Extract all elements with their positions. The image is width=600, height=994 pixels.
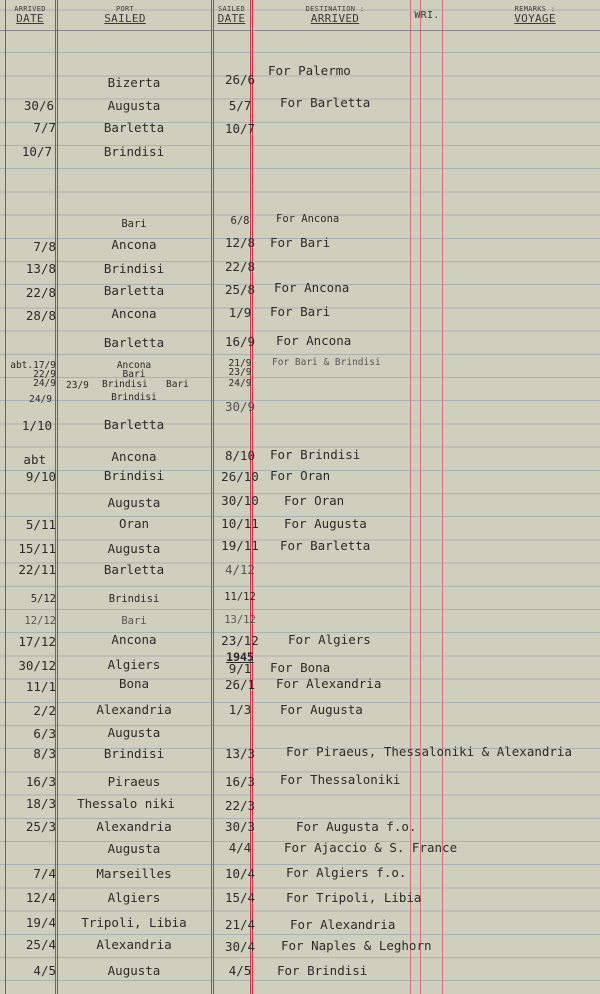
header-wri-label: WRI. bbox=[414, 10, 440, 21]
arrived-date-cell: 15/11 bbox=[18, 541, 56, 556]
sailed-date-cell: 22/8 bbox=[224, 259, 256, 274]
arrived-date-cell: 4/5 bbox=[33, 963, 56, 978]
header-port-small: PORT bbox=[115, 5, 135, 13]
sailed-date-cell: 26/6 bbox=[224, 72, 256, 87]
arrived-date-cell: 7/7 bbox=[33, 120, 56, 135]
header-arrived-big: DATE bbox=[16, 12, 44, 25]
port-cell: Ancona bbox=[111, 237, 157, 252]
destination-cell: For Bona bbox=[270, 660, 331, 675]
destination-cell: For Bari & Brindisi bbox=[272, 357, 381, 368]
port-cell: Brindisi bbox=[103, 746, 165, 761]
sailed-date-cell: 23/12 bbox=[221, 633, 259, 648]
port-cell: Barletta bbox=[103, 120, 165, 135]
arrived-date-cell: 13/8 bbox=[25, 261, 56, 276]
port-cell: Ancona bbox=[111, 449, 157, 464]
arrived-date-cell: 12/4 bbox=[25, 890, 56, 905]
port-cell: Marseilles bbox=[96, 866, 172, 881]
header-destination bbox=[300, 6, 370, 24]
destination-cell: For Augusta bbox=[284, 516, 367, 531]
overtyped-port: Bari bbox=[166, 379, 189, 390]
sailed-date-cell: 24/9 bbox=[228, 378, 252, 389]
header-sailed-big: DATE bbox=[217, 12, 246, 25]
arrived-date-cell: 30/6 bbox=[23, 98, 54, 113]
sailed-date-cell: 26/1 bbox=[224, 677, 256, 692]
destination-cell: For Alexandria bbox=[290, 917, 396, 932]
port-cell: Augusta bbox=[107, 98, 161, 113]
port-cell: Oran bbox=[118, 516, 150, 531]
port-cell: Augusta bbox=[107, 725, 161, 740]
destination-cell: For Ancona bbox=[276, 333, 352, 348]
port-cell: Barletta bbox=[103, 417, 165, 432]
port-cell: Bari bbox=[122, 369, 146, 380]
destination-cell: For Oran bbox=[284, 493, 345, 508]
port-cell: Augusta bbox=[107, 541, 161, 556]
arrived-date-cell: 25/3 bbox=[25, 819, 56, 834]
arrived-date-cell: 8/3 bbox=[33, 746, 56, 761]
destination-cell: For Bari bbox=[270, 304, 331, 319]
sailed-date-cell: 11/12 bbox=[224, 591, 256, 603]
arrived-date-cell: 9/10 bbox=[25, 469, 56, 484]
port-cell: Brindisi bbox=[103, 468, 165, 483]
arrived-date-cell: 1/10 bbox=[21, 418, 52, 433]
overtyped-date: 23/9 bbox=[66, 380, 89, 391]
destination-cell: For Naples & Leghorn bbox=[281, 938, 432, 953]
port-cell: Piraeus bbox=[107, 774, 161, 789]
port-cell: Thessalo niki bbox=[77, 796, 175, 811]
destination-cell: For Ancona bbox=[274, 280, 350, 295]
arrived-date-cell: 6/3 bbox=[33, 726, 56, 741]
sailed-date-cell: 1/9 bbox=[228, 305, 252, 320]
port-cell: Augusta bbox=[107, 495, 161, 510]
destination-cell: For Augusta f.o. bbox=[296, 819, 417, 834]
sailed-date-cell: 4/5 bbox=[228, 963, 252, 978]
arrived-date-cell: 30/12 bbox=[18, 658, 56, 673]
arrived-date-cell: 2/2 bbox=[33, 703, 56, 718]
arrived-date-cell: 24/9 bbox=[29, 394, 52, 405]
destination-cell: For Augusta bbox=[280, 702, 363, 717]
destination-cell: For Ancona bbox=[276, 213, 340, 225]
port-cell: Bari bbox=[121, 218, 147, 230]
arrived-date-cell: 11/1 bbox=[25, 679, 56, 694]
port-cell: Brindisi bbox=[111, 392, 157, 403]
port-cell: Ancona bbox=[111, 632, 157, 647]
destination-cell: For Brindisi bbox=[277, 963, 368, 978]
header-rule bbox=[0, 30, 600, 31]
sailed-date-cell: 6/8 bbox=[230, 215, 250, 227]
sailed-date-cell: 10/11 bbox=[221, 516, 259, 531]
header-remarks-big: VOYAGE bbox=[514, 12, 556, 25]
sailed-date-cell: 8/10 bbox=[224, 448, 256, 463]
destination-cell: For Bari bbox=[270, 235, 331, 250]
port-cell: Barletta bbox=[103, 335, 165, 350]
destination-cell: For Brindisi bbox=[270, 447, 361, 462]
destination-cell: For Thessaloniki bbox=[280, 772, 401, 787]
port-cell: Bizerta bbox=[107, 75, 161, 90]
sailed-date-cell: 4/12 bbox=[224, 562, 256, 577]
arrived-date-cell: 22/8 bbox=[25, 285, 56, 300]
port-cell: Ancona bbox=[116, 360, 152, 371]
port-cell: Brindisi bbox=[103, 144, 165, 159]
sailed-date-cell: 4/4 bbox=[228, 840, 252, 855]
sailed-date-cell: 1/3 bbox=[228, 702, 252, 717]
port-cell: Brindisi bbox=[108, 593, 160, 605]
port-cell: Tripoli, Libia bbox=[81, 915, 187, 930]
sailed-date-cell: 13/3 bbox=[224, 746, 256, 761]
destination-cell: For Oran bbox=[270, 468, 331, 483]
header-destination-small: DESTINATION : bbox=[305, 5, 365, 13]
sailed-date-cell: 21/9 bbox=[228, 358, 252, 369]
sailed-date-cell: 13/12 bbox=[224, 614, 256, 626]
port-cell: Augusta bbox=[107, 963, 161, 978]
column-rule-port bbox=[211, 0, 212, 994]
destination-cell: For Alexandria bbox=[276, 676, 382, 691]
destination-cell: For Palermo bbox=[268, 63, 351, 78]
header-wri bbox=[412, 12, 442, 19]
port-cell: Bari bbox=[121, 615, 147, 627]
header-destination-big: ARRIVED bbox=[310, 12, 360, 25]
sailed-date-cell: 16/3 bbox=[224, 774, 256, 789]
header-sailed-date bbox=[214, 6, 249, 24]
header-arrived-date bbox=[7, 6, 53, 24]
sailed-date-cell: 10/7 bbox=[224, 121, 256, 136]
port-cell: Alexandria bbox=[96, 819, 172, 834]
arrived-date-cell: 19/4 bbox=[25, 915, 56, 930]
port-cell: Barletta bbox=[103, 562, 165, 577]
sailed-date-cell: 30/9 bbox=[224, 399, 256, 414]
destination-cell: For Tripoli, Libia bbox=[286, 890, 422, 905]
arrived-date-cell: 18/3 bbox=[25, 796, 56, 811]
port-cell: Augusta bbox=[107, 841, 161, 856]
header-sailed-small: SAILED bbox=[217, 5, 246, 13]
port-cell: Algiers bbox=[107, 890, 161, 905]
arrived-date-cell: 10/7 bbox=[21, 144, 52, 159]
arrived-date-cell: 17/12 bbox=[18, 634, 56, 649]
sailed-date-cell: 30/3 bbox=[224, 819, 256, 834]
port-cell: Alexandria bbox=[96, 937, 172, 952]
sailed-date-cell: 21/4 bbox=[224, 917, 256, 932]
arrived-date-cell: abt bbox=[23, 452, 46, 467]
sailed-date-cell: 25/8 bbox=[224, 282, 256, 297]
header-port-sailed bbox=[90, 6, 160, 24]
arrived-date-cell: 16/3 bbox=[25, 774, 56, 789]
destination-cell: For Barletta bbox=[280, 95, 371, 110]
destination-cell: For Ajaccio & S. France bbox=[284, 840, 458, 855]
sailed-date-cell: 23/9 bbox=[228, 367, 252, 378]
destination-cell: For Piraeus, Thessaloniki & Alexandria bbox=[286, 744, 572, 759]
column-rule-arrived bbox=[55, 0, 56, 994]
sailed-date-cell: 15/4 bbox=[224, 890, 256, 905]
port-cell: Barletta bbox=[103, 283, 165, 298]
port-cell: Brindisi bbox=[103, 261, 165, 276]
arrived-date-cell: 22/11 bbox=[18, 562, 56, 577]
sailed-date-cell: 9/1 bbox=[228, 661, 252, 676]
arrived-date-cell: 24/9 bbox=[33, 378, 56, 389]
port-cell: Algiers bbox=[107, 657, 161, 672]
sailed-date-cell: 30/4 bbox=[224, 939, 256, 954]
sailed-date-cell: 16/9 bbox=[224, 334, 256, 349]
arrived-date-cell: 25/4 bbox=[25, 937, 56, 952]
sailed-date-cell: 10/4 bbox=[224, 866, 256, 881]
header-remarks-small: REMARKS : bbox=[514, 5, 556, 13]
destination-cell: For Barletta bbox=[280, 538, 371, 553]
arrived-date-cell: 28/8 bbox=[25, 308, 56, 323]
port-cell: Bona bbox=[118, 676, 150, 691]
arrived-date-cell: 5/11 bbox=[25, 517, 56, 532]
arrived-date-cell: 12/12 bbox=[24, 615, 56, 627]
arrived-date-cell: 5/12 bbox=[30, 593, 56, 605]
arrived-date-cell: 22/9 bbox=[33, 369, 56, 380]
header-arrived-small: ARRIVED bbox=[14, 5, 46, 13]
sailed-date-cell: 19/11 bbox=[221, 538, 259, 553]
port-cell: Ancona bbox=[111, 306, 157, 321]
arrived-date-cell: abt.17/9 bbox=[10, 360, 56, 371]
year-marker: 1945 bbox=[226, 650, 254, 664]
port-cell: Brindisi bbox=[102, 379, 148, 390]
sailed-date-cell: 26/10 bbox=[221, 469, 259, 484]
sailed-date-cell: 5/7 bbox=[228, 98, 252, 113]
destination-cell: For Algiers bbox=[288, 632, 371, 647]
header-remarks bbox=[500, 6, 570, 24]
arrived-date-cell: 7/4 bbox=[33, 866, 56, 881]
port-cell: Alexandria bbox=[96, 702, 172, 717]
arrived-date-cell: 7/8 bbox=[33, 239, 56, 254]
sailed-date-cell: 22/3 bbox=[224, 798, 256, 813]
sailed-date-cell: 30/10 bbox=[221, 493, 259, 508]
sailed-date-cell: 12/8 bbox=[224, 235, 256, 250]
destination-cell: For Algiers f.o. bbox=[286, 865, 407, 880]
header-port-big: SAILED bbox=[104, 12, 146, 25]
